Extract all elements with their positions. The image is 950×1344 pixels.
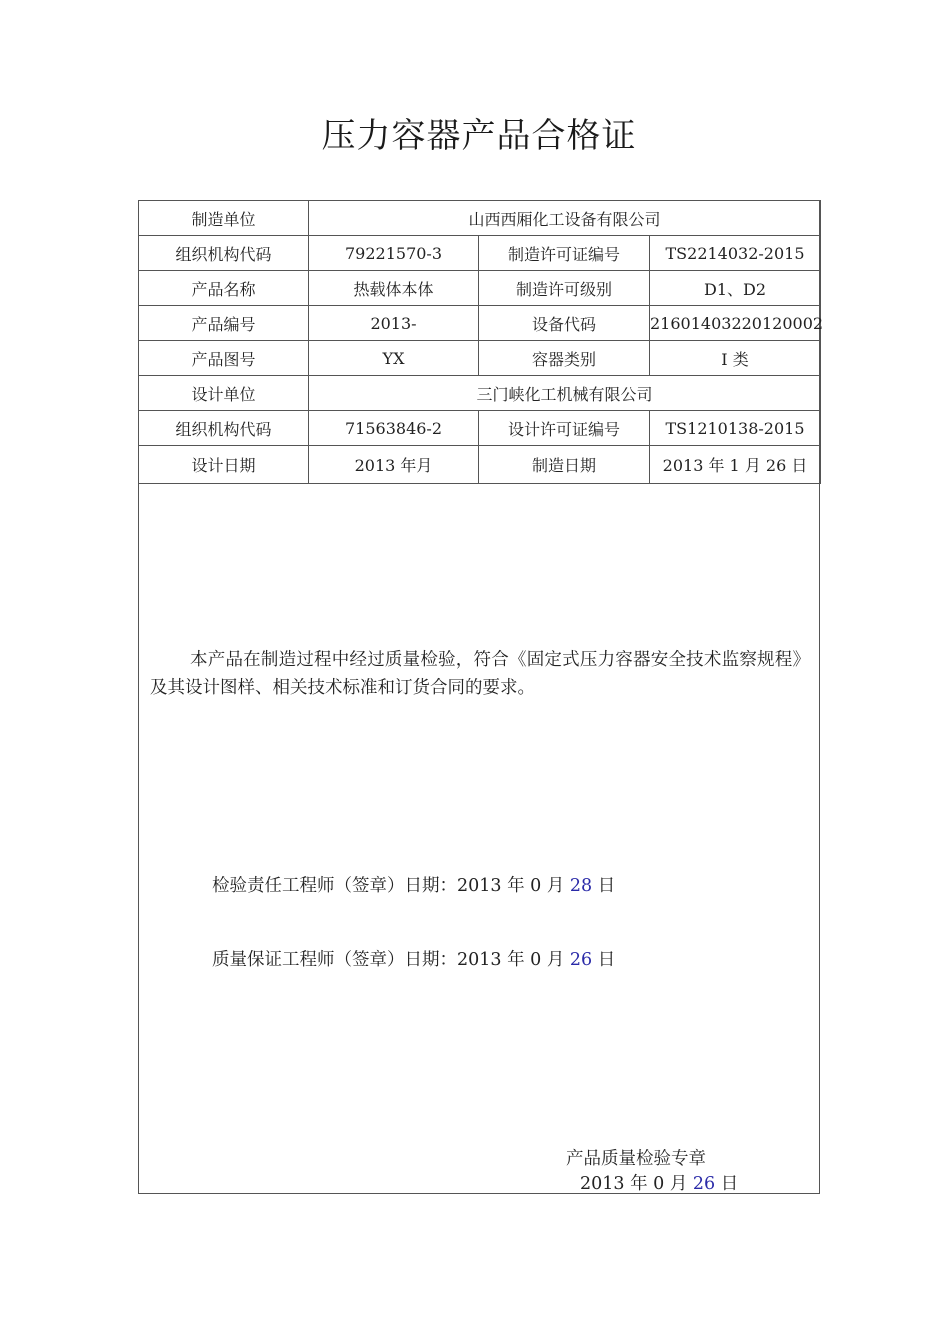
design-unit-label: 设计单位	[139, 376, 309, 411]
manufacturer-label: 制造单位	[139, 201, 309, 236]
design-org-code-label: 组织机构代码	[139, 411, 309, 446]
design-date-value: 2013 年月	[309, 446, 479, 484]
table-row	[139, 446, 821, 484]
quality-day: 26	[569, 950, 593, 970]
inspection-seal-label: 产品质量检验专章	[566, 1149, 706, 1169]
certificate-info-table	[138, 200, 824, 484]
inspection-line-text: 检验责任工程师（签章）日期：2013 年 0 月	[212, 876, 570, 896]
quality-line-suffix: 日	[592, 950, 616, 970]
compliance-statement: 本产品在制造过程中经过质量检验，符合《固定式压力容器安全技术监察规程》及其设计图样、相关技术标准和订货合同的要求。	[150, 650, 810, 698]
product-no-label: 产品编号	[139, 306, 309, 341]
table-row	[139, 236, 821, 271]
org-code-label: 组织机构代码	[139, 236, 309, 271]
page-title: 压力容器产品合格证	[321, 116, 637, 156]
mfg-license-level-label: 制造许可级别	[479, 271, 650, 306]
mfg-license-level-value: D1、D2	[650, 271, 821, 306]
table-row	[139, 341, 821, 376]
product-no-value: 2013-	[309, 306, 479, 341]
mfg-license-no-label: 制造许可证编号	[479, 236, 650, 271]
equipment-code-label: 设备代码	[479, 306, 650, 341]
seal-date-day: 26	[692, 1174, 716, 1194]
manufacturer-value: 山西西厢化工设备有限公司	[309, 201, 821, 236]
design-date-label: 设计日期	[139, 446, 309, 484]
vessel-class-label: 容器类别	[479, 341, 650, 376]
table-row	[139, 411, 821, 446]
quality-line-text: 质量保证工程师（签章）日期：2013 年 0 月	[212, 950, 570, 970]
quality-engineer-line	[212, 946, 615, 971]
table-row	[139, 201, 821, 236]
table-row	[139, 306, 821, 341]
drawing-no-value: YX	[309, 341, 479, 376]
inspection-line-suffix: 日	[592, 876, 616, 896]
table-row	[139, 376, 821, 411]
inspection-day: 28	[569, 876, 593, 896]
drawing-no-label: 产品图号	[139, 341, 309, 376]
mfg-date-value: 2013 年 1 月 26 日	[650, 446, 821, 484]
design-unit-value: 三门峡化工机械有限公司	[309, 376, 821, 411]
design-license-no-value: TS1210138-2015	[650, 411, 821, 446]
equipment-code-value: 21601403220120002	[650, 306, 821, 341]
mfg-date-label: 制造日期	[479, 446, 650, 484]
design-org-code-value: 71563846-2	[309, 411, 479, 446]
vessel-class-value: I 类	[650, 341, 821, 376]
table-row	[139, 271, 821, 306]
org-code-value: 79221570-3	[309, 236, 479, 271]
inspection-engineer-line	[212, 872, 615, 897]
seal-date-suffix: 日	[715, 1174, 739, 1194]
design-license-no-label: 设计许可证编号	[479, 411, 650, 446]
product-name-label: 产品名称	[139, 271, 309, 306]
seal-date	[580, 1170, 738, 1195]
seal-date-text: 2013 年 0 月	[580, 1174, 693, 1194]
product-name-value: 热载体本体	[309, 271, 479, 306]
mfg-license-no-value: TS2214032-2015	[650, 236, 821, 271]
